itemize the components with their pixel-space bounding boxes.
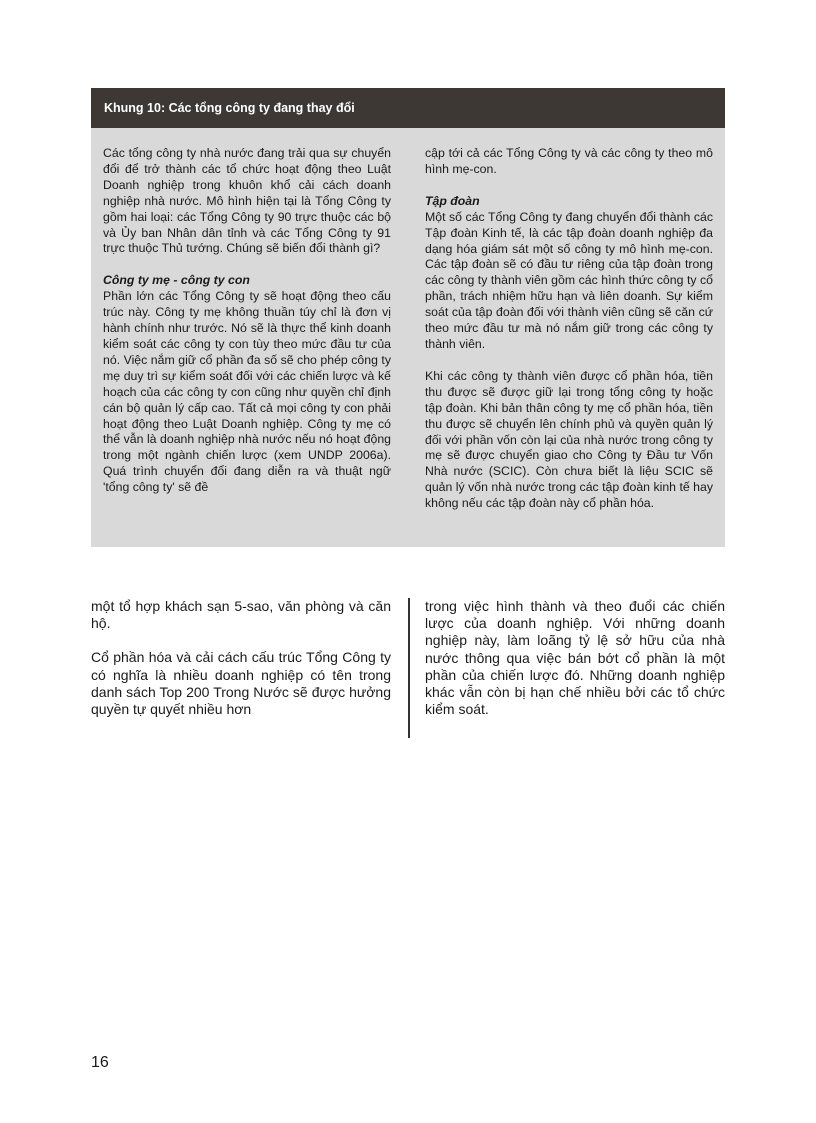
box-subheading: Công ty mẹ - công ty con xyxy=(103,273,250,288)
column-divider xyxy=(408,598,410,738)
main-right-column xyxy=(425,598,725,735)
box-paragraph: Một số các Tổng Công ty đang chuyển đổi thành các Tập đoàn Kinh tế, là các tập đoàn doanh nghiệp đa dạng hóa giám sát một số công ty mô hình mẹ-con. Các tập đoàn sẽ có đầu tư riêng của tập đoàn trong các công ty thành viên gồm các hình thức công ty cổ phần, trách nhiệm hữu hạn và liên doanh. Sự kiểm soát của tập đoàn đối với thành viên cũng sẽ căn cứ theo mức đầu tư mà nó nắm giữ trong các công ty thành viên. xyxy=(425,209,713,351)
box-section-group xyxy=(425,194,713,353)
box-left-column xyxy=(103,146,391,496)
box-title xyxy=(91,88,725,128)
box-paragraph: Phần lớn các Tổng Công ty sẽ hoạt động theo cấu trúc này. Công ty mẹ không thuần túy chỉ là đơn vị hành chính như trước. Nó sẽ là thực thể kinh doanh kiểm soát các công ty con tùy theo mức đầu tư của nó. Việc nắm giữ cổ phần đa số sẽ cho phép công ty mẹ duy trì sự kiểm soát đối với các chiến lược và kế hoạch của các công ty con cũng như quyền chỉ định cán bộ quản lý cấp cao. Tất cả mọi công ty con phải hoạt động theo Luật Doanh nghiệp. Công ty mẹ có thể vẫn là doanh nghiệp nhà nước nếu nó hoạt động trong một ngành chiến lược (xem UNDP 2006a). Quá trình chuyển đổi đang diễn ra và thuật ngữ 'tổng công ty' sẽ đề xyxy=(103,289,391,495)
box-section-parent-subsidiary xyxy=(103,273,391,496)
box-continuation-paragraph: cập tới cả các Tổng Công ty và các công ty theo mô hình mẹ-con. xyxy=(425,146,713,176)
body-paragraph: một tổ hợp khách sạn 5-sao, văn phòng và căn hộ. xyxy=(91,598,391,632)
main-left-column xyxy=(91,598,391,735)
body-paragraph: trong việc hình thành và theo đuổi các chiến lược của doanh nghiệp. Với những doanh nghiệp này, làm loãng tỷ lệ sở hữu của nhà nước thông qua việc bán bớt cổ phần là một phần của chiến lược đó. Những doanh nghiệp khác vẫn còn bị hạn chế nhiều bởi các tổ chức kiểm soát. xyxy=(425,598,725,718)
page-number: 16 xyxy=(91,1054,109,1071)
body-paragraph: Cổ phần hóa và cải cách cấu trúc Tổng Công ty có nghĩa là nhiều doanh nghiệp có tên trong danh sách Top 200 Trong Nước sẽ được hưởng quyền tự quyết nhiều hơn xyxy=(91,649,391,718)
box-title-text: Khung 10: Các tổng công ty đang thay đổi xyxy=(104,101,355,115)
box-intro-paragraph: Các tổng công ty nhà nước đang trải qua sự chuyển đổi để trở thành các tổ chức hoạt động theo Luật Doanh nghiệp trong khuôn khổ cải cách doanh nghiệp nhà nước. Mô hình hiện tại là Tổng Công ty gồm hai loại: các Tổng Công ty 90 trực thuộc các bộ và Ủy ban Nhân dân tỉnh và các Tổng Công ty 91 trực thuộc Thủ tướng. Chúng sẽ biến đổi thành gì? xyxy=(103,146,391,256)
box-right-column xyxy=(425,146,713,512)
box-subheading: Tập đoàn xyxy=(425,193,480,208)
box-closing-paragraph: Khi các công ty thành viên được cổ phần hóa, tiền thu được sẽ được giữ lại trong tổng công ty hoặc tập đoàn. Khi bản thân công ty mẹ cổ phần hóa, tiền thu được sẽ chuyển lên chính phủ và quyền quản lý đối với phần vốn còn lại của nhà nước trong công ty mẹ sẽ được chuyển giao cho Công ty Đầu tư Vốn Nhà nước (SCIC). Còn chưa biết là liệu SCIC sẽ quản lý vốn nhà nước trong các tập đoàn kinh tế hay không nếu các tập đoàn này cổ phần hóa. xyxy=(425,368,713,511)
